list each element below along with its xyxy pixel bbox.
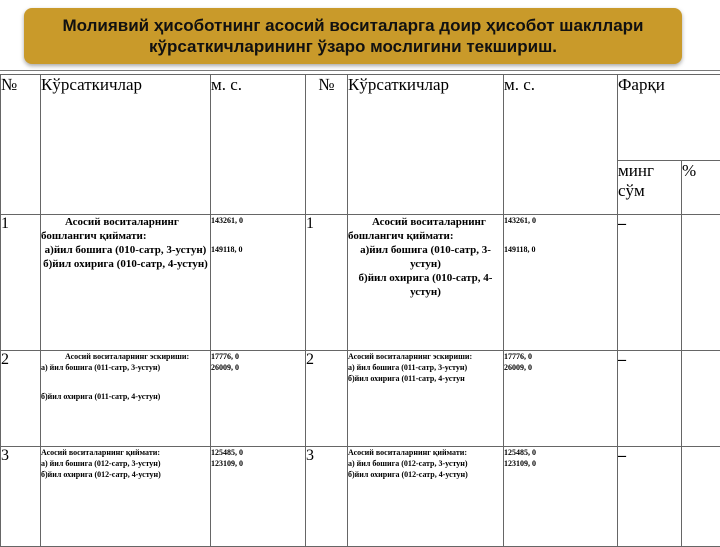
row-ms-right [504, 447, 618, 547]
desc-line: б)йил охирига (010-сатр, 4-устун) [348, 271, 503, 299]
desc-line: Асосий воситаларнинг эскириши: [41, 351, 210, 362]
row-num-left: 1 [1, 215, 41, 351]
desc-line: б)йил охирига (012-сатр, 4-устун) [41, 469, 210, 480]
value-start: 143261, 0 [211, 215, 305, 226]
row-ms-left [211, 215, 306, 351]
row-ms-right [504, 215, 618, 351]
desc-line: Асосий воситаларнинг бошлангич қиймати: [41, 215, 210, 243]
value-end: 123109, 0 [211, 458, 305, 469]
row-desc-right [348, 447, 504, 547]
row-ms-left [211, 447, 306, 547]
desc-line: б)йил охирига (011-сатр, 4-устун [348, 373, 503, 384]
header-ms-left: м. с. [211, 75, 306, 215]
title-line-1: Молиявий ҳисоботнинг асосий воситаларга доир ҳисобот шакллари [62, 15, 643, 36]
desc-line: а)йил бошига (010-сатр, 3-устун) [41, 243, 210, 257]
desc-line: а) йил бошига (012-сатр, 3-устун) [41, 458, 210, 469]
header-row [1, 75, 720, 161]
row-diff: – [618, 447, 682, 547]
row-num-right: 2 [306, 351, 348, 447]
header-ms-right: м. с. [504, 75, 618, 215]
row-desc-right [348, 351, 504, 447]
value-end: 26009, 0 [211, 362, 305, 373]
value-end: 149118, 0 [504, 244, 617, 255]
table-row [1, 215, 720, 351]
slide-title [24, 8, 682, 64]
desc-line: б)йил охирига (012-сатр, 4-устун) [348, 469, 503, 480]
desc-line: а) йил бошига (012-сатр, 3-устун) [348, 458, 503, 469]
header-num-left: № [1, 75, 41, 215]
header-indicators-right: Кўрсаткичлар [348, 75, 504, 215]
row-num-right: 1 [306, 215, 348, 351]
desc-line: а) йил бошига (011-сатр, 3-устун) [41, 362, 210, 373]
row-num-left: 2 [1, 351, 41, 447]
value-start: 125485, 0 [211, 447, 305, 458]
row-diff: – [618, 215, 682, 351]
value-end: 149118, 0 [211, 244, 305, 255]
row-desc-right [348, 215, 504, 351]
desc-line: а) йил бошига (011-сатр, 3-устун) [348, 362, 503, 373]
table-row [1, 447, 720, 547]
row-num-right: 3 [306, 447, 348, 547]
header-indicators-left: Кўрсаткичлар [41, 75, 211, 215]
row-diff-percent [682, 351, 720, 447]
row-diff-percent [682, 215, 720, 351]
top-rule [0, 70, 720, 71]
row-num-left: 3 [1, 447, 41, 547]
desc-line: Асосий воситаларнинг бошлангич қиймати: [348, 215, 503, 243]
row-diff-percent [682, 447, 720, 547]
comparison-table [0, 74, 720, 547]
title-line-2: кўрсаткичларининг ўзаро мослигини текшириш. [149, 36, 557, 57]
desc-line: Асосий воситаларнинг қиймати: [41, 447, 210, 458]
desc-line: Асосий воситаларнинг эскириши: [348, 351, 503, 362]
subheader-percent: % [682, 161, 720, 215]
value-start: 143261, 0 [504, 215, 617, 226]
value-start: 17776, 0 [504, 351, 617, 362]
desc-line: б)йил охирига (011-сатр, 4-устун) [41, 391, 210, 402]
desc-line: Асосий воситаларнинг қиймати: [348, 447, 503, 458]
row-ms-right [504, 351, 618, 447]
header-num-right: № [306, 75, 348, 215]
subheader-thousand-sum: минг сўм [618, 161, 682, 215]
row-ms-left [211, 351, 306, 447]
desc-line: а)йил бошига (010-сатр, 3-устун) [348, 243, 503, 271]
row-desc-left [41, 447, 211, 547]
value-start: 125485, 0 [504, 447, 617, 458]
header-difference: Фарқи [618, 75, 720, 161]
value-end: 26009, 0 [504, 362, 617, 373]
value-end: 123109, 0 [504, 458, 617, 469]
row-diff: – [618, 351, 682, 447]
table-row [1, 351, 720, 447]
value-start: 17776, 0 [211, 351, 305, 362]
row-desc-left [41, 215, 211, 351]
row-desc-left [41, 351, 211, 447]
desc-line: б)йил охирига (010-сатр, 4-устун) [41, 257, 210, 271]
